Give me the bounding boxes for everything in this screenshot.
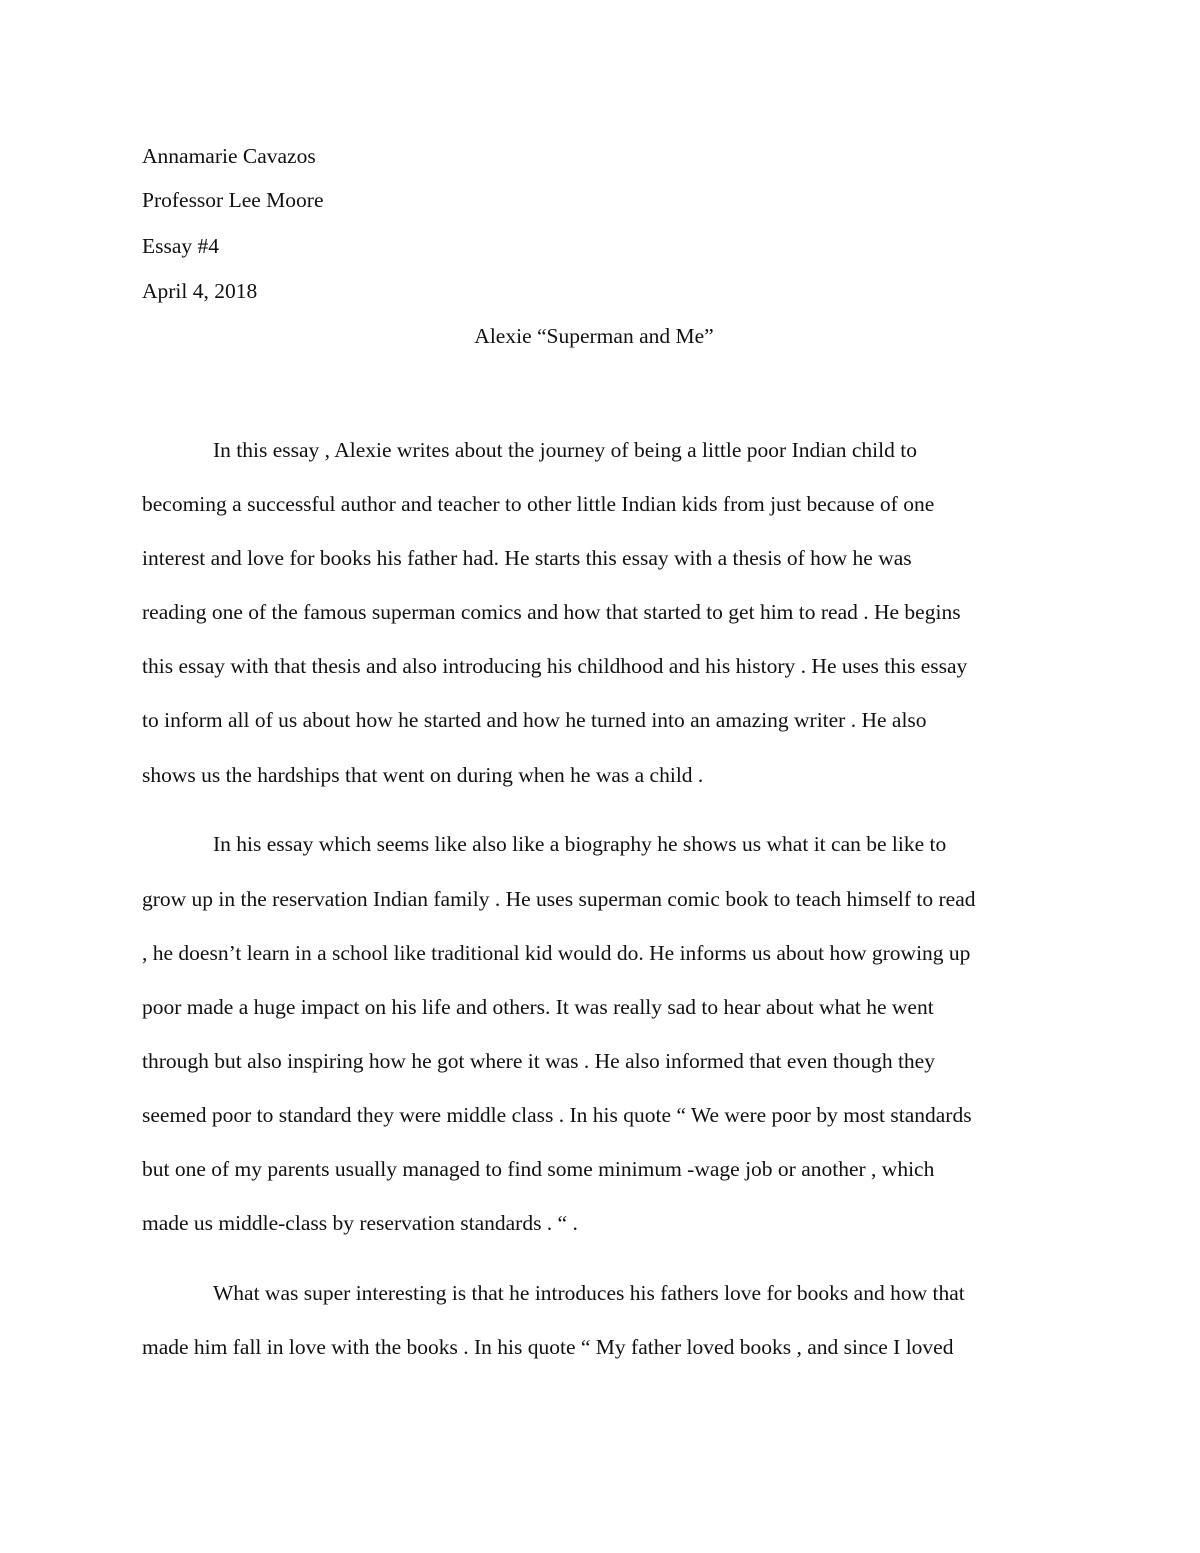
text-line: shows us the hardships that went on during when he was a child . [142, 763, 704, 787]
text-line: What was super interesting is that he introduces his fathers love for books and how that [213, 1281, 965, 1305]
assignment-label: Essay #4 [142, 234, 220, 258]
author-name: Annamarie Cavazos [142, 144, 316, 168]
text-line: , he doesn’t learn in a school like traditional kid would do. He informs us about how growing up [142, 941, 971, 965]
text-line: but one of my parents usually managed to find some minimum -wage job or another , which [142, 1157, 935, 1181]
essay-date: April 4, 2018 [142, 279, 258, 303]
text-line: through but also inspiring how he got where it was . He also informed that even though they [142, 1049, 935, 1073]
professor-name: Professor Lee Moore [142, 188, 324, 212]
text-line: becoming a successful author and teacher to other little Indian kids from just because of one [142, 492, 935, 516]
text-line: made him fall in love with the books . In his quote “ My father loved books , and since I loved [142, 1335, 954, 1359]
text-line: interest and love for books his father had. He starts this essay with a thesis of how he was [142, 546, 912, 570]
text-line: poor made a huge impact on his life and others. It was really sad to hear about what he went [142, 995, 934, 1019]
text-line: this essay with that thesis and also introducing his childhood and his history . He uses this essay [142, 654, 968, 678]
text-line: seemed poor to standard they were middle class . In his quote “ We were poor by most standards [142, 1103, 972, 1127]
text-line: In this essay , Alexie writes about the journey of being a little poor Indian child to [213, 438, 917, 462]
text-line: made us middle-class by reservation standards . “ . [142, 1211, 578, 1235]
text-line: to inform all of us about how he started and how he turned into an amazing writer . He also [142, 708, 927, 732]
text-line: In his essay which seems like also like a biography he shows us what it can be like to [213, 832, 947, 856]
text-line: grow up in the reservation Indian family . He uses superman comic book to teach himself to read [142, 887, 976, 911]
text-line: reading one of the famous superman comics and how that started to get him to read . He begins [142, 600, 961, 624]
essay-title: Alexie “Superman and Me” [474, 324, 714, 348]
